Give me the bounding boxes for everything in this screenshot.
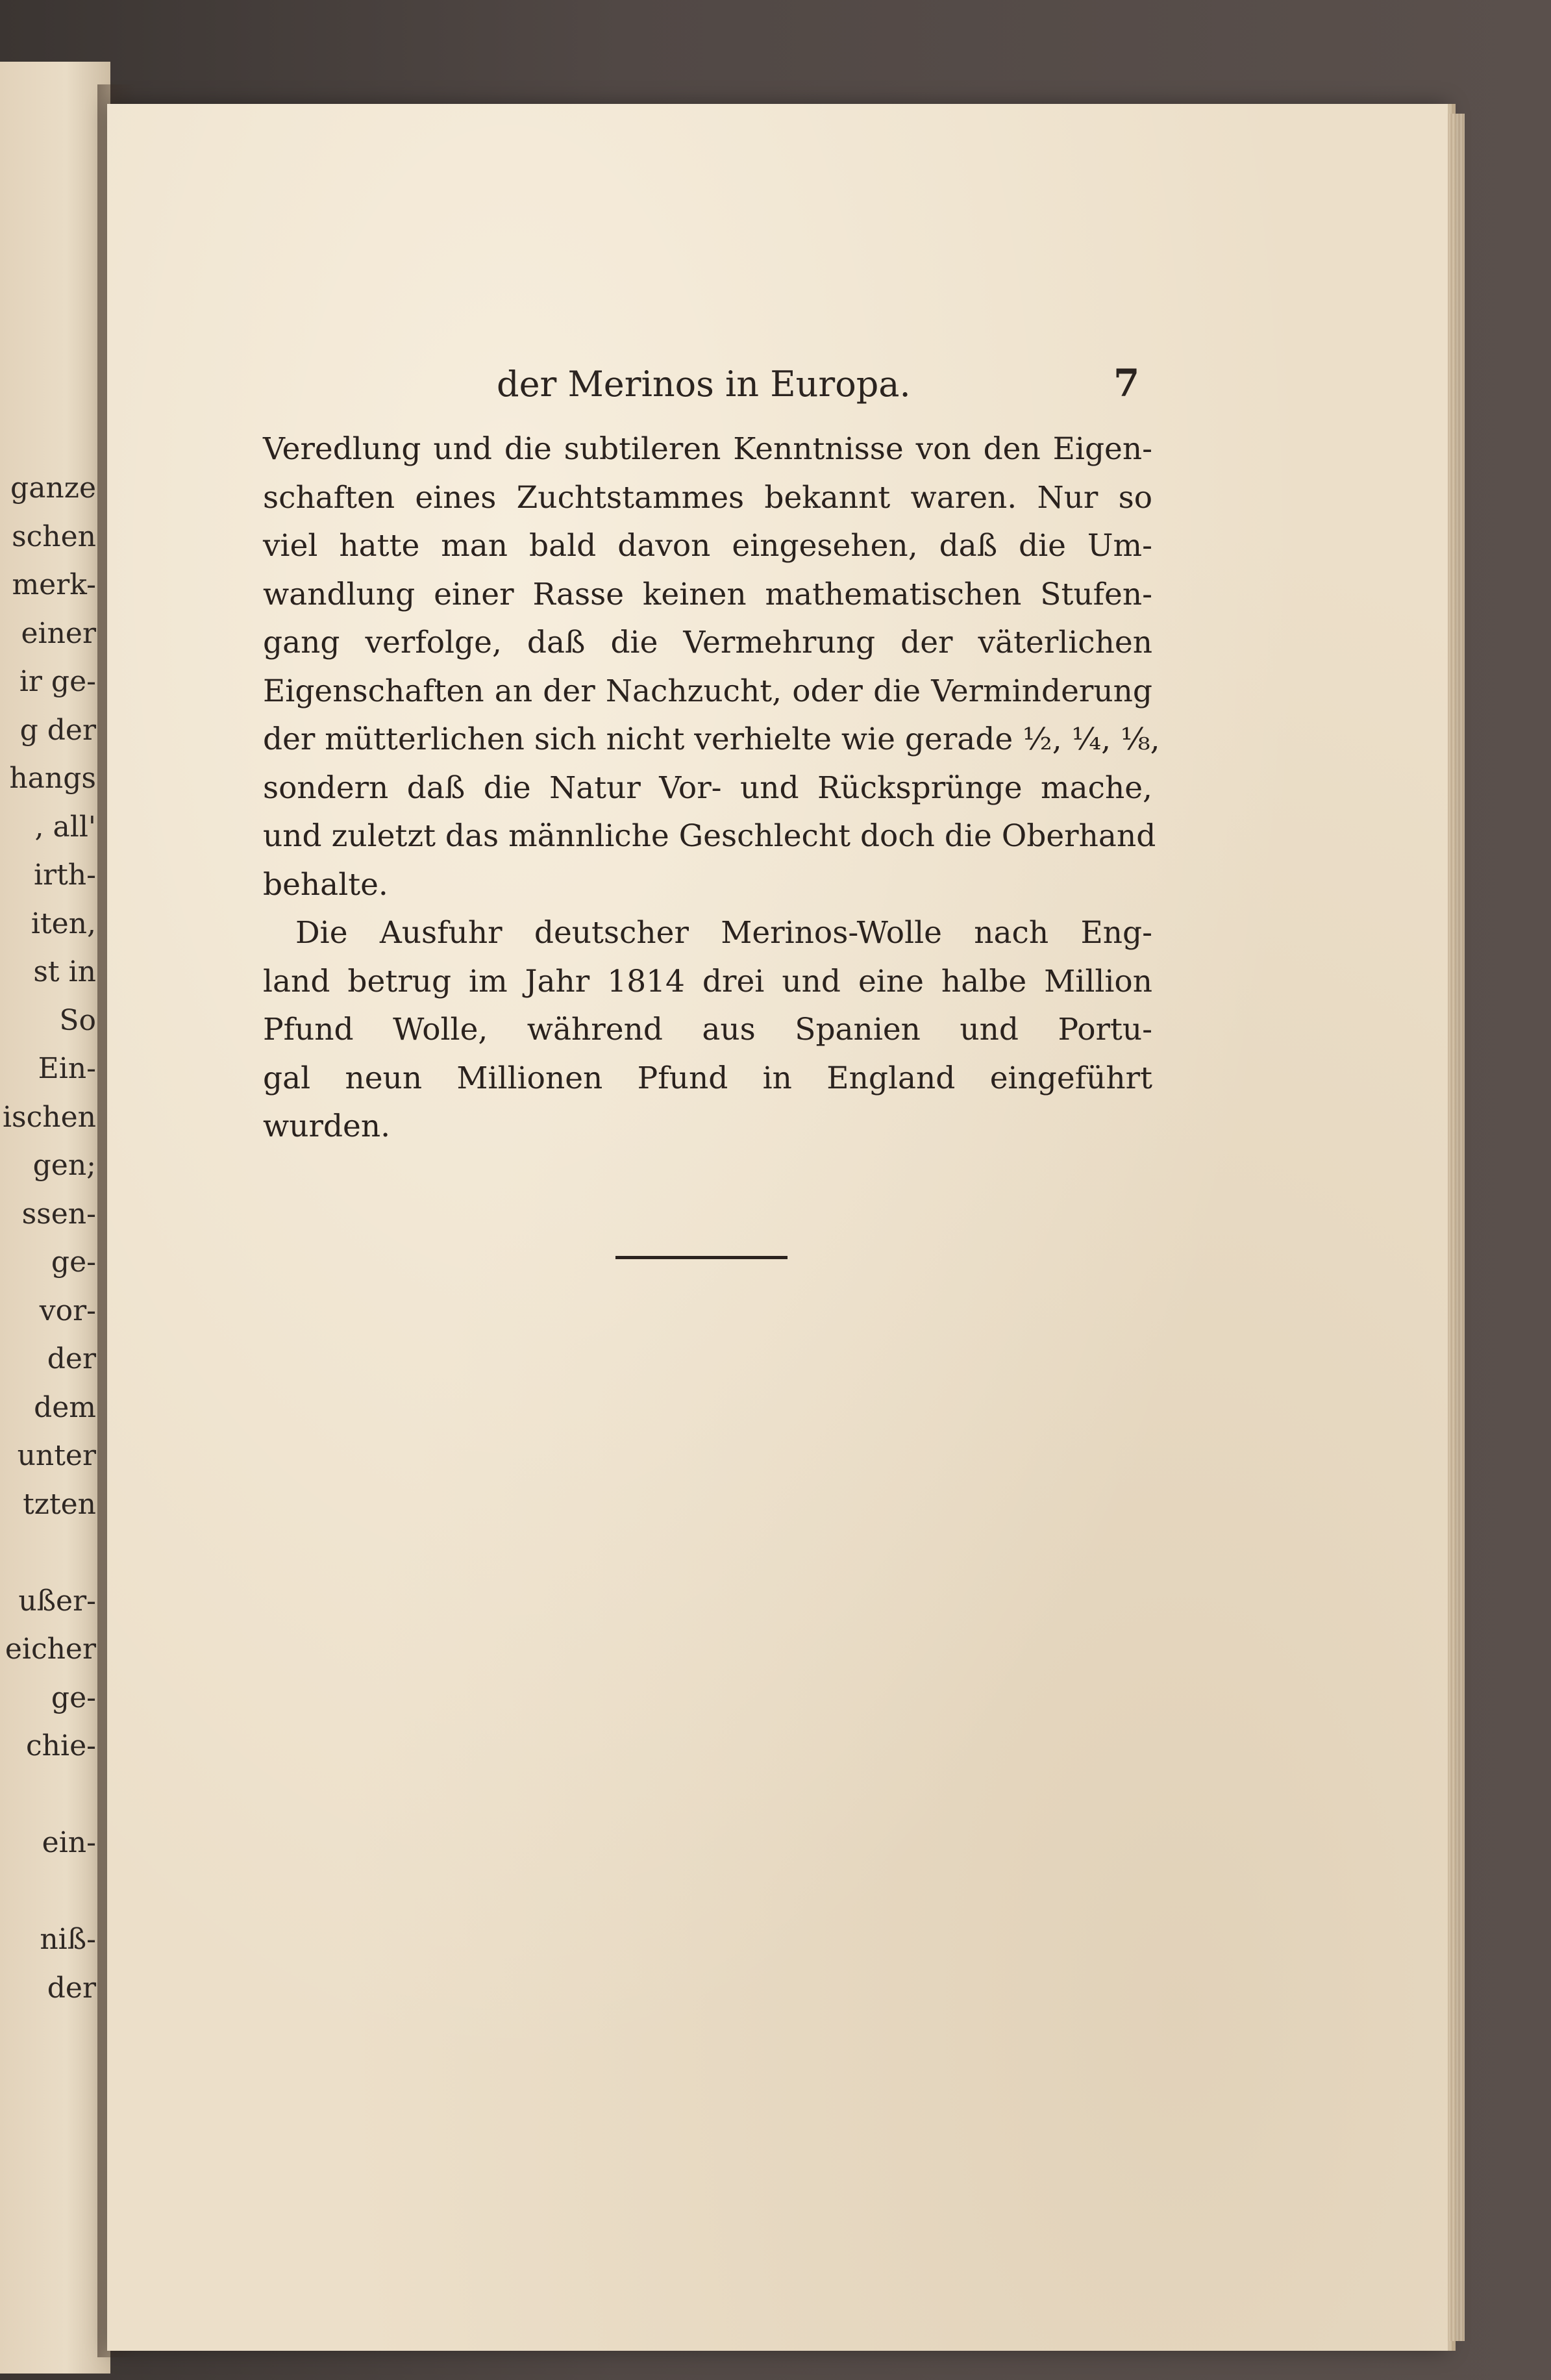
text-line: Die Ausfuhr deutscher Merinos-Wolle nach Eng- [295, 915, 1152, 951]
text-line: schaften eines Zuchtstammes bekannt waren. Nur so [263, 479, 1152, 516]
fragment: irth- [34, 858, 96, 892]
text-line: und zuletzt das männliche Geschlecht doch die Oberhand [263, 818, 1156, 854]
fragment: Ein- [38, 1052, 96, 1085]
text-line: gang verfolge, daß die Vermehrung der väterlichen [263, 625, 1152, 660]
fragment: dem [34, 1390, 96, 1424]
fragment: einer [21, 616, 96, 650]
text-line: der mütterlichen sich nicht verhielte wie gerade ½, ¼, ⅛, [263, 721, 1160, 757]
paragraph-1 [263, 425, 1160, 909]
fragment: gen; [32, 1149, 96, 1182]
running-head: der Merinos in Europa. [497, 364, 911, 405]
text-line: Veredlung und die subtileren Kenntnisse von den Eigen- [263, 431, 1152, 467]
fragment: , all' [34, 810, 96, 844]
previous-page [0, 62, 110, 2374]
fragment: eicher [5, 1633, 96, 1666]
page-block-edge [1448, 114, 1465, 2341]
previous-page-line-fragments [3, 464, 96, 2012]
fragment [3, 1771, 96, 1820]
fragment: ge- [51, 1681, 96, 1714]
fragment: ein- [42, 1826, 96, 1859]
text-line: Pfund Wolle, während aus Spanien und Portu- [263, 1012, 1152, 1047]
fragment: der [47, 1971, 96, 2005]
fragment: tzten [23, 1487, 96, 1521]
text-line: behalte. [263, 866, 388, 903]
paragraph-2 [263, 909, 1152, 1151]
text-line: sondern daß die Natur Vor- und Rücksprünge mache, [263, 770, 1152, 806]
fragment: st in [33, 955, 96, 988]
text-line: land betrug im Jahr 1814 drei und eine halbe Million [263, 963, 1152, 999]
text-line: wurden. [263, 1109, 391, 1144]
fragment [3, 1529, 96, 1577]
fragment: hangs [9, 762, 96, 795]
fragment: chie- [26, 1729, 96, 1762]
body-text [263, 425, 1160, 1151]
fragment: So [59, 1003, 96, 1037]
fragment: vor- [39, 1294, 96, 1327]
text-line: gal neun Millionen Pfund in England eingeführt [263, 1060, 1152, 1096]
fragment: ußer- [18, 1584, 96, 1618]
fragment: niß- [40, 1923, 96, 1956]
text-line: wandlung einer Rasse keinen mathematischen Stufen- [263, 576, 1152, 612]
fragment: iten, [31, 907, 96, 940]
fragment [3, 1868, 96, 1916]
fragment: ir ge- [19, 665, 96, 698]
text-line: Eigenschaften an der Nachzucht, oder die Verminderung [263, 673, 1152, 709]
page-number: 7 [1113, 361, 1140, 405]
fragment: merk- [12, 568, 96, 601]
fragment: g der [19, 713, 96, 747]
fragment: der [47, 1342, 96, 1375]
fragment: ganze [10, 471, 96, 505]
text-line: viel hatte man bald davon eingesehen, daß die Um- [263, 528, 1152, 564]
fragment: unter [17, 1439, 96, 1472]
fragment: ge- [51, 1246, 96, 1279]
fragment: ssen- [21, 1197, 96, 1231]
fragment: ischen [2, 1100, 96, 1134]
fragment: schen [12, 520, 96, 553]
section-end-rule [615, 1256, 788, 1259]
